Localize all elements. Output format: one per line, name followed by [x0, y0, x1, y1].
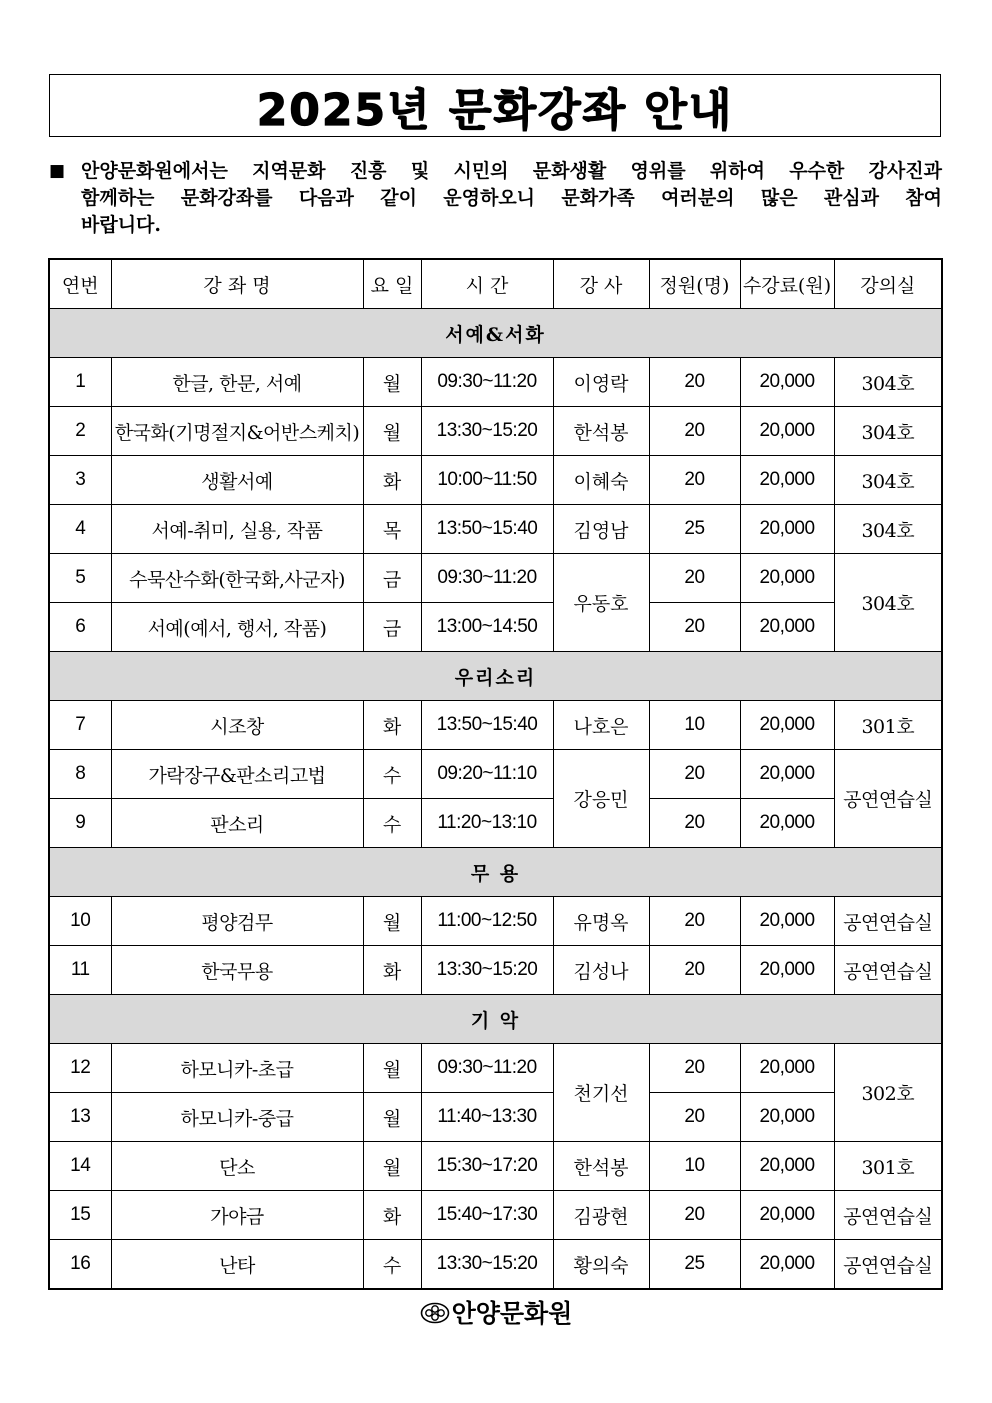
row-number: 10	[49, 897, 111, 946]
header-name: 강 좌 명	[111, 259, 363, 309]
course-name: 서예(예서, 행서, 작품)	[111, 603, 363, 652]
classroom: 공연연습실	[834, 1240, 942, 1290]
row-number: 5	[49, 554, 111, 603]
teacher-name: 김성나	[553, 946, 649, 995]
course-name: 가락장구&판소리고법	[111, 750, 363, 799]
course-time: 13:30~15:20	[421, 946, 553, 995]
table-row	[49, 1142, 942, 1191]
row-number: 6	[49, 603, 111, 652]
header-no: 연번	[49, 259, 111, 309]
row-number: 11	[49, 946, 111, 995]
course-time: 13:00~14:50	[421, 603, 553, 652]
capacity: 20	[649, 799, 740, 848]
classroom: 304호	[834, 554, 942, 652]
row-number: 7	[49, 701, 111, 750]
capacity: 20	[649, 1044, 740, 1093]
tuition-fee: 20,000	[740, 554, 834, 603]
course-name: 한글, 한문, 서예	[111, 358, 363, 407]
tuition-fee: 20,000	[740, 358, 834, 407]
course-name: 단소	[111, 1142, 363, 1191]
table-row	[49, 358, 942, 407]
capacity: 20	[649, 456, 740, 505]
teacher-name: 나호은	[553, 701, 649, 750]
course-day: 월	[363, 1142, 421, 1191]
table-row	[49, 750, 942, 799]
course-name: 수묵산수화(한국화,사군자)	[111, 554, 363, 603]
row-number: 15	[49, 1191, 111, 1240]
header-fee: 수강료(원)	[740, 259, 834, 309]
teacher-name: 강응민	[553, 750, 649, 848]
tuition-fee: 20,000	[740, 897, 834, 946]
classroom: 공연연습실	[834, 946, 942, 995]
teacher-name: 한석봉	[553, 1142, 649, 1191]
table-row	[49, 1044, 942, 1093]
course-time: 11:00~12:50	[421, 897, 553, 946]
tuition-fee: 20,000	[740, 1142, 834, 1191]
course-name: 시조창	[111, 701, 363, 750]
course-name: 난타	[111, 1240, 363, 1290]
teacher-name: 우동호	[553, 554, 649, 652]
tuition-fee: 20,000	[740, 603, 834, 652]
course-table	[48, 258, 943, 1290]
header-capacity: 정원(명)	[649, 259, 740, 309]
table-row	[49, 1191, 942, 1240]
course-time: 09:30~11:20	[421, 1044, 553, 1093]
tuition-fee: 20,000	[740, 1044, 834, 1093]
course-day: 월	[363, 1044, 421, 1093]
capacity: 20	[649, 603, 740, 652]
course-day: 금	[363, 554, 421, 603]
teacher-name: 천기선	[553, 1044, 649, 1142]
capacity: 20	[649, 946, 740, 995]
row-number: 4	[49, 505, 111, 554]
table-row	[49, 505, 942, 554]
course-name: 하모니카-중급	[111, 1093, 363, 1142]
tuition-fee: 20,000	[740, 1240, 834, 1290]
table-row	[49, 946, 942, 995]
row-number: 1	[49, 358, 111, 407]
table-row	[49, 1240, 942, 1290]
intro-line-2: 함께하는 문화강좌를 다음과 같이 운영하오니 문화가족 여러분의 많은 관심과 참여	[81, 187, 942, 209]
course-day: 수	[363, 799, 421, 848]
capacity: 10	[649, 1142, 740, 1191]
course-time: 09:30~11:20	[421, 358, 553, 407]
intro-line-1: 안양문화원에서는 지역문화 진흥 및 시민의 문화생활 영위를 위하여 우수한 강사진과	[81, 160, 942, 182]
table-row	[49, 603, 942, 652]
course-time: 13:30~15:20	[421, 1240, 553, 1290]
capacity: 20	[649, 1093, 740, 1142]
table-row	[49, 701, 942, 750]
capacity: 10	[649, 701, 740, 750]
course-day: 금	[363, 603, 421, 652]
course-name: 한국화(기명절지&어반스케치)	[111, 407, 363, 456]
capacity: 20	[649, 750, 740, 799]
capacity: 20	[649, 897, 740, 946]
capacity: 20	[649, 554, 740, 603]
course-day: 월	[363, 897, 421, 946]
tuition-fee: 20,000	[740, 1191, 834, 1240]
header-time: 시 간	[421, 259, 553, 309]
category-instrument: 기 악	[49, 995, 942, 1044]
course-time: 15:40~17:30	[421, 1191, 553, 1240]
header-day: 요 일	[363, 259, 421, 309]
classroom: 302호	[834, 1044, 942, 1142]
tuition-fee: 20,000	[740, 750, 834, 799]
tuition-fee: 20,000	[740, 1093, 834, 1142]
course-day: 화	[363, 701, 421, 750]
teacher-name: 이혜숙	[553, 456, 649, 505]
teacher-name: 유명옥	[553, 897, 649, 946]
page-title: 2025년 문화강좌 안내	[256, 84, 734, 136]
classroom: 304호	[834, 358, 942, 407]
course-name: 평양검무	[111, 897, 363, 946]
intro-line-3: 바랍니다.	[81, 214, 162, 236]
course-day: 목	[363, 505, 421, 554]
classroom: 304호	[834, 505, 942, 554]
classroom: 301호	[834, 701, 942, 750]
classroom: 304호	[834, 456, 942, 505]
tuition-fee: 20,000	[740, 946, 834, 995]
header-room: 강의실	[834, 259, 942, 309]
teacher-name: 김광현	[553, 1191, 649, 1240]
table-row	[49, 407, 942, 456]
tuition-fee: 20,000	[740, 505, 834, 554]
row-number: 12	[49, 1044, 111, 1093]
tuition-fee: 20,000	[740, 456, 834, 505]
row-number: 16	[49, 1240, 111, 1290]
footer-org-name: 안양문화원	[451, 1299, 573, 1328]
course-time: 13:50~15:40	[421, 505, 553, 554]
course-day: 화	[363, 456, 421, 505]
course-day: 화	[363, 946, 421, 995]
course-time: 11:40~13:30	[421, 1093, 553, 1142]
teacher-name: 김영남	[553, 505, 649, 554]
teacher-name: 황의숙	[553, 1240, 649, 1290]
classroom: 301호	[834, 1142, 942, 1191]
classroom: 공연연습실	[834, 750, 942, 848]
course-day: 월	[363, 1093, 421, 1142]
course-day: 수	[363, 1240, 421, 1290]
cultural-center-logo-icon	[420, 1301, 450, 1323]
course-name: 판소리	[111, 799, 363, 848]
course-name: 한국무용	[111, 946, 363, 995]
capacity: 20	[649, 358, 740, 407]
tuition-fee: 20,000	[740, 407, 834, 456]
tuition-fee: 20,000	[740, 701, 834, 750]
course-time: 09:20~11:10	[421, 750, 553, 799]
course-name: 하모니카-초급	[111, 1044, 363, 1093]
row-number: 14	[49, 1142, 111, 1191]
row-number: 8	[49, 750, 111, 799]
footer	[0, 1294, 992, 1330]
table-header-row	[49, 259, 942, 309]
classroom: 공연연습실	[834, 1191, 942, 1240]
row-number: 2	[49, 407, 111, 456]
capacity: 20	[649, 407, 740, 456]
teacher-name: 한석봉	[553, 407, 649, 456]
category-calligraphy: 서예&서화	[49, 309, 942, 358]
category-row	[49, 652, 942, 701]
row-number: 13	[49, 1093, 111, 1142]
course-day: 월	[363, 407, 421, 456]
category-row	[49, 309, 942, 358]
course-time: 10:00~11:50	[421, 456, 553, 505]
course-time: 15:30~17:20	[421, 1142, 553, 1191]
table-row	[49, 456, 942, 505]
course-day: 화	[363, 1191, 421, 1240]
category-dance: 무 용	[49, 848, 942, 897]
category-row	[49, 848, 942, 897]
course-time: 09:30~11:20	[421, 554, 553, 603]
classroom: 304호	[834, 407, 942, 456]
table-row	[49, 799, 942, 848]
row-number: 3	[49, 456, 111, 505]
classroom: 공연연습실	[834, 897, 942, 946]
capacity: 25	[649, 505, 740, 554]
course-name: 가야금	[111, 1191, 363, 1240]
row-number: 9	[49, 799, 111, 848]
teacher-name: 이영락	[553, 358, 649, 407]
category-row	[49, 995, 942, 1044]
course-day: 수	[363, 750, 421, 799]
course-name: 생활서예	[111, 456, 363, 505]
header-teacher: 강 사	[553, 259, 649, 309]
capacity: 20	[649, 1191, 740, 1240]
table-row	[49, 1093, 942, 1142]
square-bullet-icon: ■	[49, 161, 66, 181]
category-korean-vocal: 우리소리	[49, 652, 942, 701]
intro-paragraph	[49, 158, 942, 239]
course-time: 13:30~15:20	[421, 407, 553, 456]
capacity: 25	[649, 1240, 740, 1290]
course-name: 서예-취미, 실용, 작품	[111, 505, 363, 554]
table-row	[49, 897, 942, 946]
title-box	[49, 74, 941, 137]
course-day: 월	[363, 358, 421, 407]
course-time: 11:20~13:10	[421, 799, 553, 848]
course-time: 13:50~15:40	[421, 701, 553, 750]
tuition-fee: 20,000	[740, 799, 834, 848]
table-row	[49, 554, 942, 603]
